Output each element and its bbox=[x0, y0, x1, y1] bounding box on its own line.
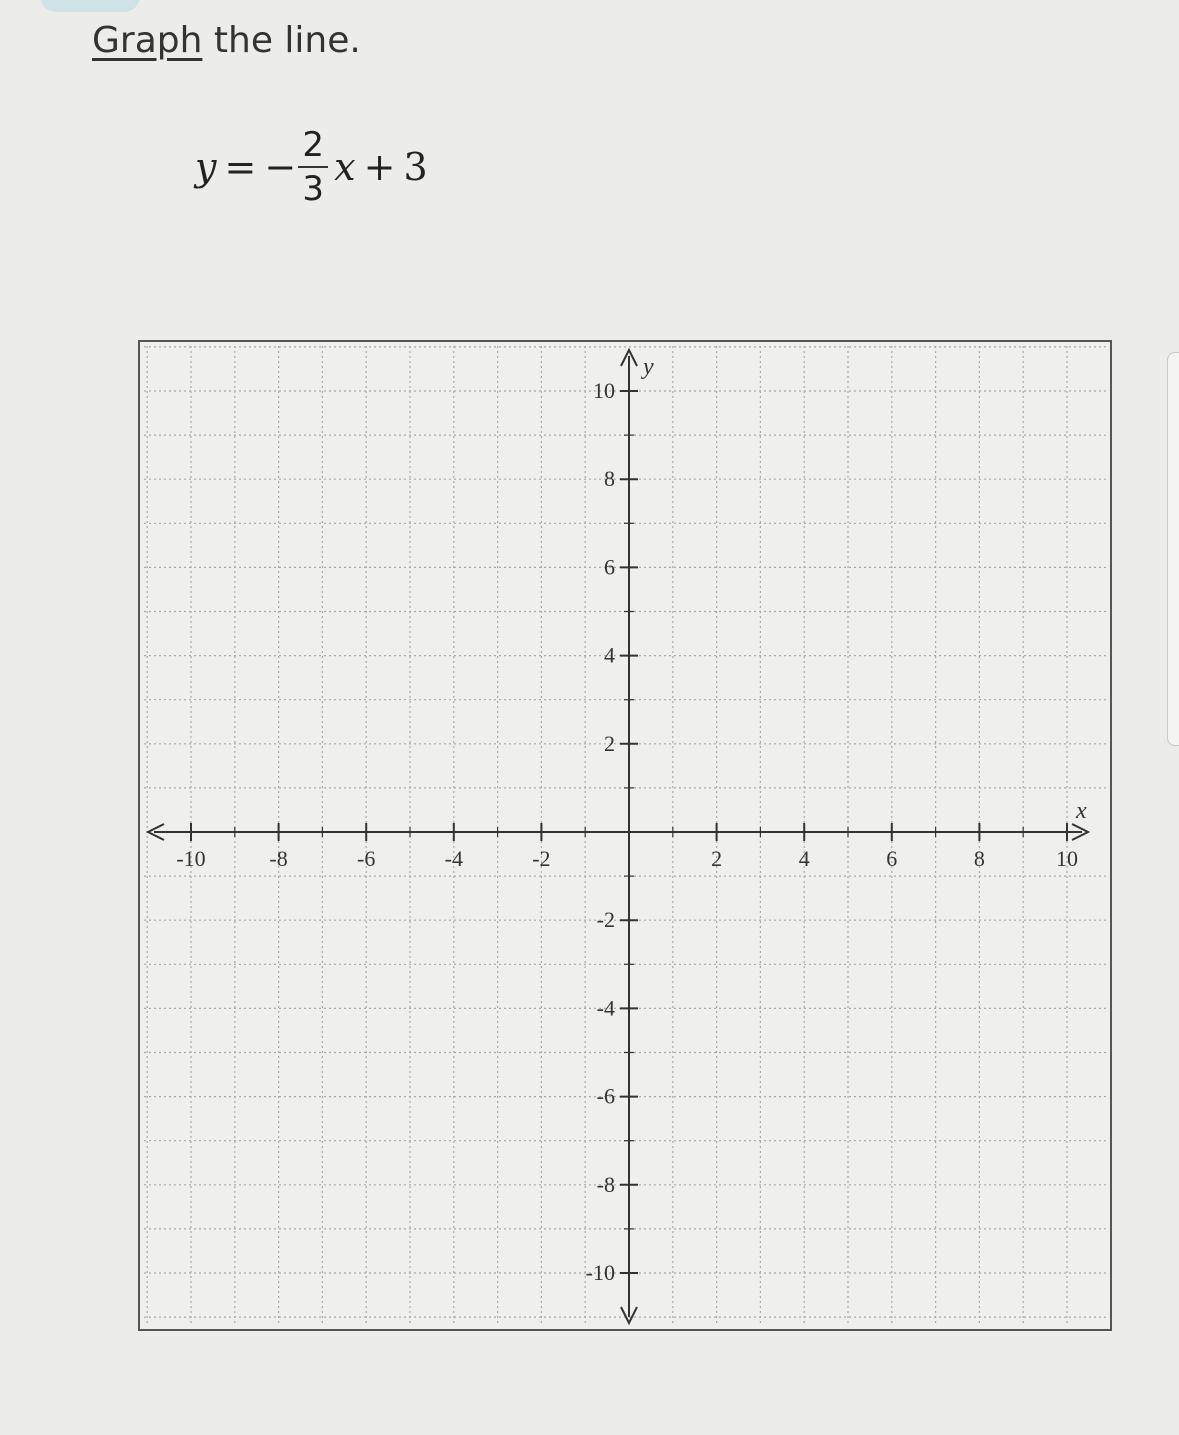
fraction-denominator: 3 bbox=[302, 169, 324, 209]
fraction-numerator: 2 bbox=[302, 125, 324, 165]
y-tick-label: -2 bbox=[596, 907, 615, 933]
y-tick-label: 10 bbox=[593, 378, 615, 403]
coordinate-plane[interactable] bbox=[140, 342, 1110, 1329]
y-tick-label: -8 bbox=[596, 1171, 615, 1197]
x-tick-label: 8 bbox=[973, 846, 985, 871]
x-tick-label: -4 bbox=[444, 846, 463, 871]
side-panel-handle[interactable] bbox=[1167, 352, 1179, 746]
y-axis-label: y bbox=[643, 354, 654, 380]
graph-panel[interactable] bbox=[138, 340, 1112, 1331]
x-axis-label: x bbox=[1076, 798, 1087, 824]
y-tick-label: 4 bbox=[604, 642, 615, 668]
y-tick-label: 2 bbox=[604, 730, 615, 756]
x-tick-label: 4 bbox=[798, 846, 810, 871]
equation bbox=[195, 112, 428, 222]
equation-lhs: y bbox=[195, 145, 217, 189]
y-tick-label: -4 bbox=[596, 995, 615, 1021]
y-tick-label: 6 bbox=[604, 554, 615, 580]
top-tab bbox=[40, 0, 140, 12]
equation-constant: 3 bbox=[403, 145, 428, 189]
equation-variable: x bbox=[334, 145, 356, 189]
y-tick-label: -10 bbox=[585, 1260, 615, 1285]
equation-equals: = bbox=[224, 145, 257, 189]
equation-fraction bbox=[298, 124, 328, 210]
prompt-text: the line. bbox=[202, 20, 361, 61]
x-tick-label: -6 bbox=[357, 846, 376, 871]
equation-sign: − bbox=[264, 145, 297, 189]
x-tick-label: -8 bbox=[269, 846, 288, 871]
x-tick-label: -10 bbox=[176, 846, 206, 871]
question-prompt bbox=[92, 20, 361, 61]
x-tick-label: -2 bbox=[532, 846, 551, 871]
y-tick-label: -6 bbox=[596, 1083, 615, 1109]
x-tick-label: 10 bbox=[1056, 846, 1078, 871]
x-tick-label: 2 bbox=[711, 846, 723, 871]
graph-link[interactable]: Graph bbox=[92, 20, 203, 61]
equation-plus: + bbox=[363, 145, 396, 189]
y-tick-label: 8 bbox=[604, 466, 615, 492]
x-tick-label: 6 bbox=[886, 846, 898, 871]
